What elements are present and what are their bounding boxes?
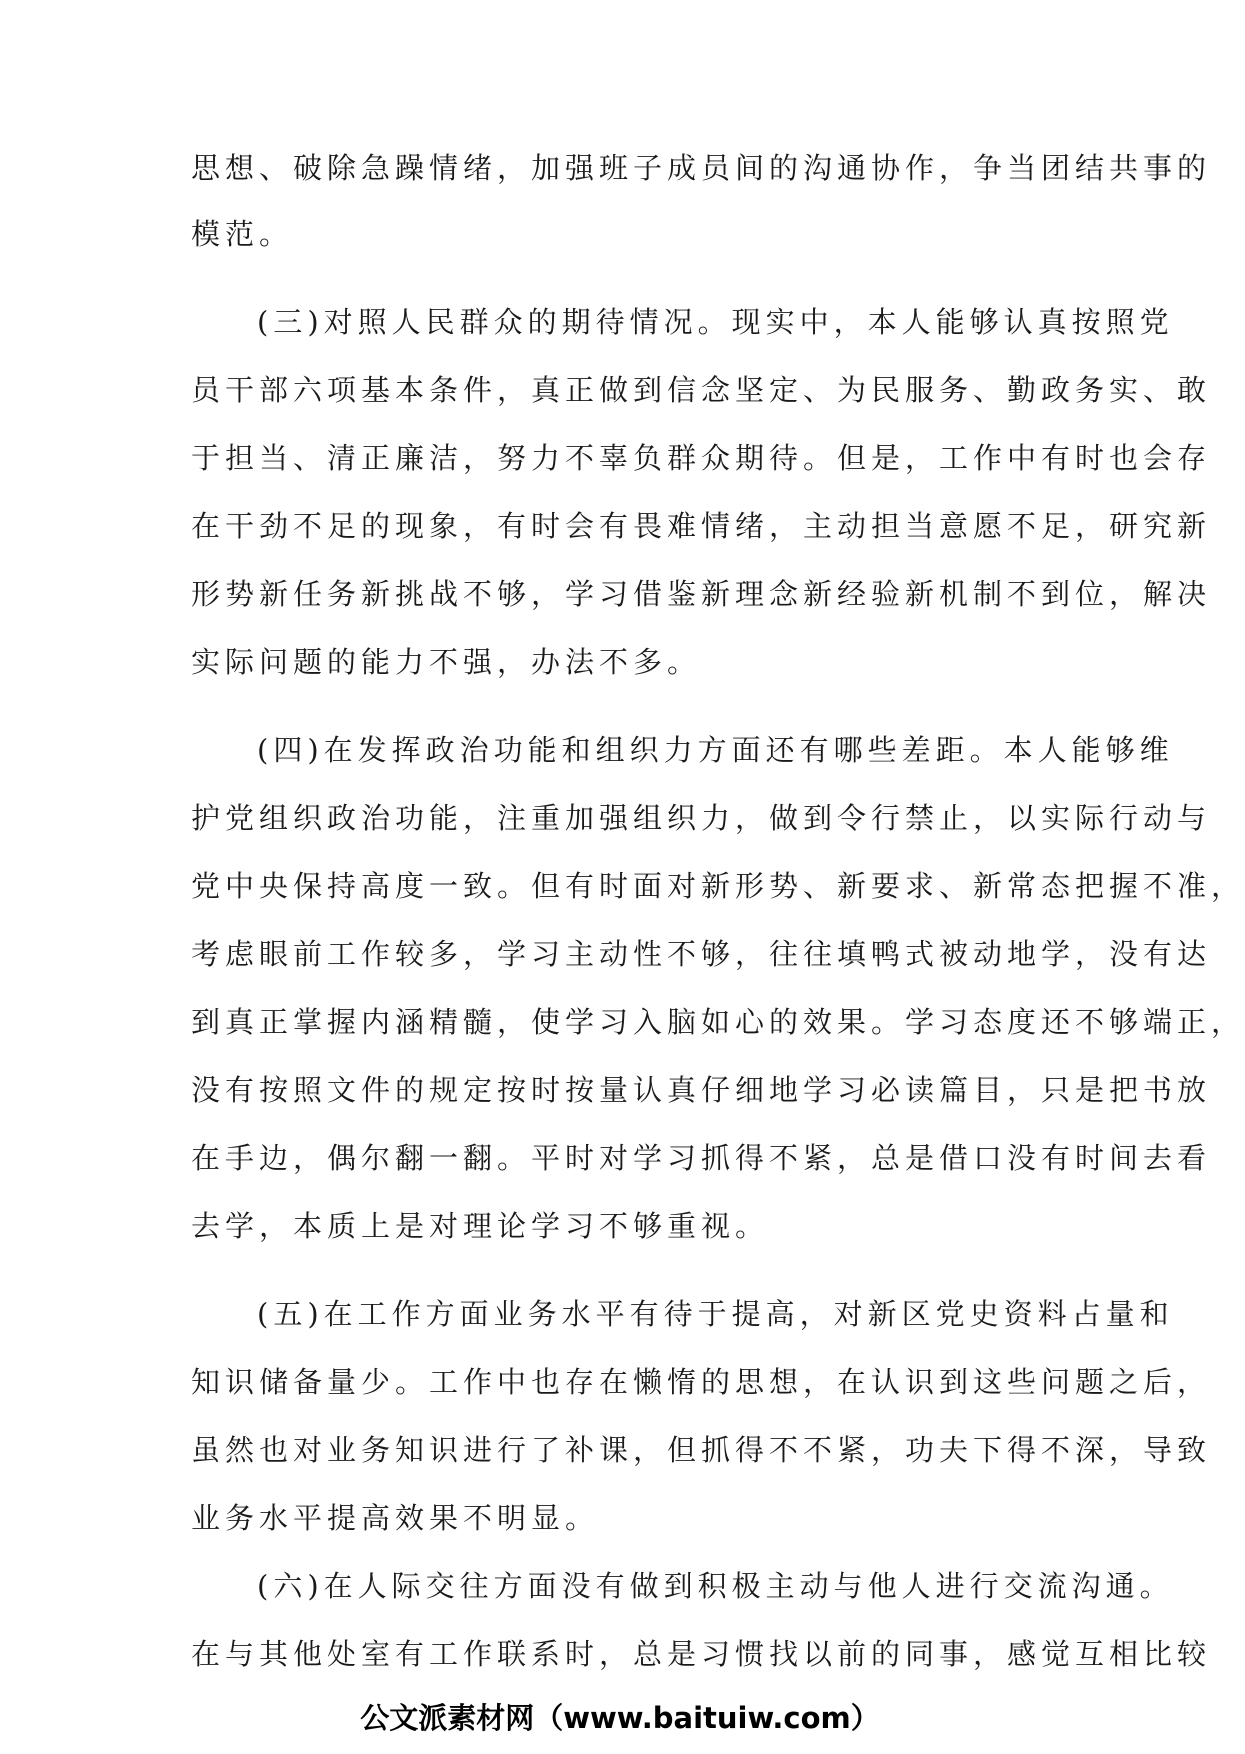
- site-footer-watermark: 公文派素材网（www.baituiw.com）: [360, 1701, 880, 1735]
- text-line: 于担当、清正廉洁，努力不辜负群众期待。但是，工作中有时也会存: [191, 441, 1212, 475]
- text-line: 思想、破除急躁情绪，加强班子成员间的沟通协作，争当团结共事的: [191, 151, 1212, 185]
- text-line: 知识储备量少。工作中也存在懒惰的思想，在认识到这些问题之后，: [191, 1365, 1212, 1399]
- text-line: 虽然也对业务知识进行了补课，但抓得不不紧，功夫下得不深，导致: [191, 1433, 1212, 1467]
- text-line: 模范。: [191, 217, 294, 251]
- text-line: 在干劲不足的现象，有时会有畏难情绪，主动担当意愿不足，研究新: [191, 509, 1212, 543]
- paragraph-start-line: (六)在人际交往方面没有做到积极主动与他人进行交流沟通。: [257, 1569, 1174, 1603]
- text-line: 员干部六项基本条件，真正做到信念坚定、为民服务、勤政务实、敢: [191, 373, 1212, 407]
- paragraph-start-line: (五)在工作方面业务水平有待于提高，对新区党史资料占量和: [257, 1297, 1174, 1331]
- text-line: 在与其他处室有工作联系时，总是习惯找以前的同事，感觉互相比较: [191, 1637, 1212, 1671]
- text-line: 考虑眼前工作较多，学习主动性不够，往往填鸭式被动地学，没有达: [191, 937, 1212, 971]
- text-line: 实际问题的能力不强，办法不多。: [191, 645, 702, 679]
- text-line: 形势新任务新挑战不够，学习借鉴新理念新经验新机制不到位，解决: [191, 577, 1212, 611]
- text-line: 党中央保持高度一致。但有时面对新形势、新要求、新常态把握不准，: [191, 869, 1245, 903]
- text-line: 到真正掌握内涵精髓，使学习入脑如心的效果。学习态度还不够端正，: [191, 1005, 1245, 1039]
- text-line: 在手边，偶尔翻一翻。平时对学习抓得不紧，总是借口没有时间去看: [191, 1141, 1212, 1175]
- paragraph-start-line: (四)在发挥政治功能和组织力方面还有哪些差距。本人能够维: [257, 733, 1174, 767]
- paragraph-start-line: (三)对照人民群众的期待情况。现实中，本人能够认真按照党: [257, 305, 1174, 339]
- text-line: 业务水平提高效果不明显。: [191, 1501, 600, 1535]
- text-line: 护党组织政治功能，注重加强组织力，做到令行禁止，以实际行动与: [191, 801, 1212, 835]
- text-line: 去学，本质上是对理论学习不够重视。: [191, 1209, 770, 1243]
- text-line: 没有按照文件的规定按时按量认真仔细地学习必读篇目，只是把书放: [191, 1073, 1212, 1107]
